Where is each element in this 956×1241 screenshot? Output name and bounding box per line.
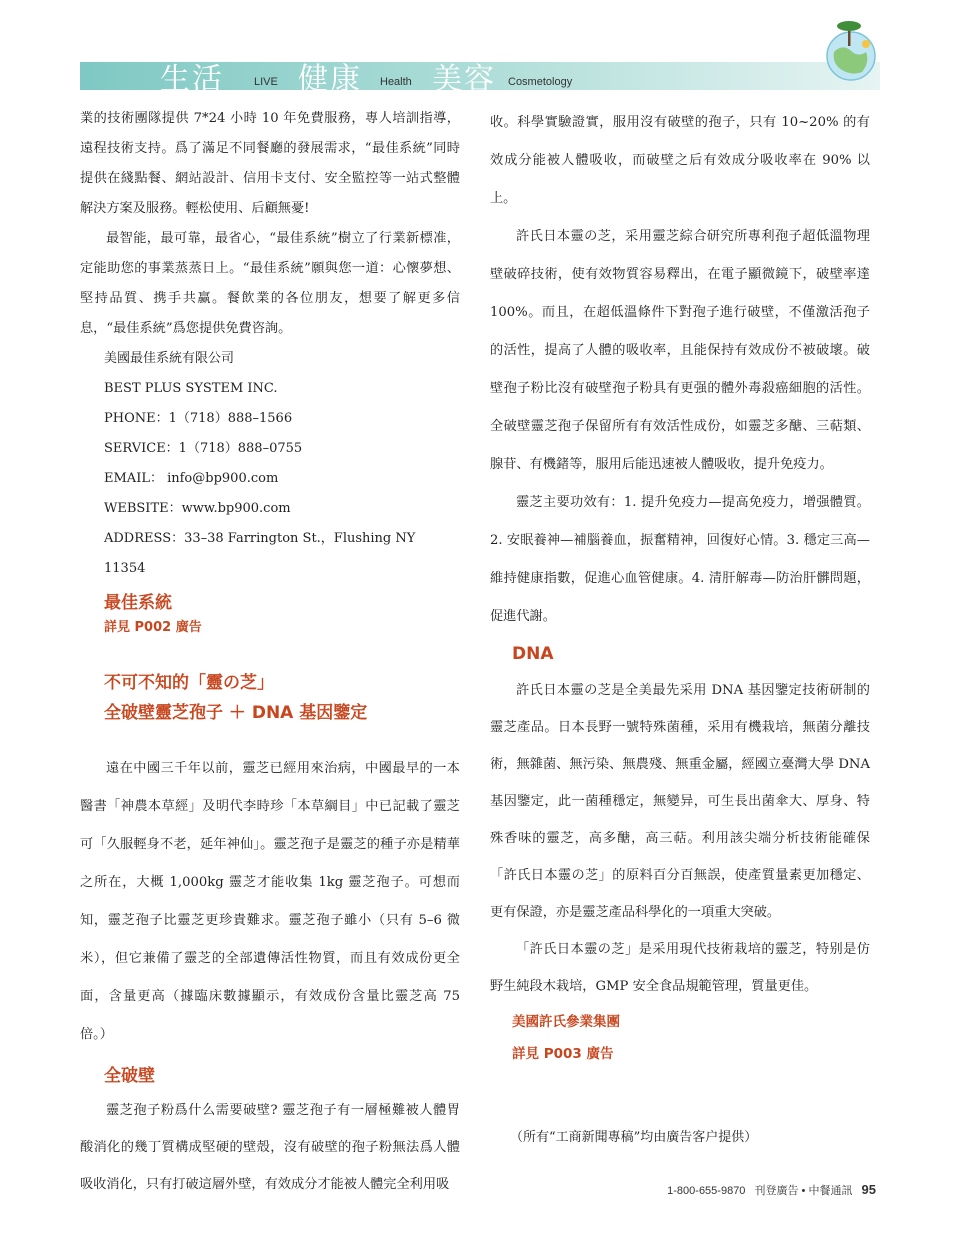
banner-en-cosmetology: Cosmetology [508, 76, 573, 88]
section-banner [80, 62, 880, 97]
intro-paragraph-1: 業的技術團隊提供 7*24 小時 10 年免費服務，專人培訓指導，遠程技術支持。爲了滿足不同餐廳的發展需求，“最佳系統”同時提供在綫點餐、網站設計、信用卡支付、安全監控等一站式整體解決方案及服務。輕松使用、后顧無憂! [80, 111, 460, 216]
right-paragraph-3: 靈芝主要功效有：1. 提升免疫力—提高免疫力，增强體質。2. 安眠養神—補腦養血，振奮精神，回復好心情。3. 穩定三高—維持健康指數，促進心血管健康。4. 清肝解毒—防治肝髒問題，促進代謝。 [490, 495, 870, 624]
article-title-2: 全破壁靈芝孢子 ＋ DNA 基因鑒定 [104, 703, 368, 723]
dna-heading: DNA [512, 644, 554, 664]
contact-website: WEBSITE：www.bp900.com [104, 501, 291, 516]
ad-reference: 詳見 P002 廣告 [104, 620, 202, 635]
globe-icon [818, 14, 884, 84]
right-paragraph-5: 「許氏日本靈の芝」是采用現代技術栽培的靈芝，特别是仿野生純段木栽培，GMP 安全食品規範管理，質量更佳。 [490, 942, 870, 994]
sub-heading: 全破壁 [104, 1066, 155, 1086]
contact-address: ADDRESS：33–38 Farrington St.，Flushing NY 11354 [104, 531, 416, 576]
banner-zh-life: 生活 [160, 62, 224, 97]
banner-en-live: LIVE [254, 76, 278, 88]
footer-text: 刊登廣告 • 中餐通訊 [754, 1185, 853, 1197]
company-name-en: BEST PLUS SYSTEM INC. [104, 381, 278, 396]
contact-email: EMAIL： info@bp900.com [104, 471, 279, 486]
article-body-1: 遠在中國三千年以前，靈芝已經用來治病，中國最早的一本醫書「神農本草經」及明代李時珍「本草綱目」中已記載了靈芝可「久服輕身不老，延年神仙」。靈芝孢子是靈芝的種子亦是精華之所在，大概 1,000kg 靈芝才能收集 1kg 靈芝孢子。可想而知，靈芝孢子比靈芝更珍貴難求。靈芝孢子雖小（只有 5–6 微米），但它兼備了靈芝的全部遺傳活性物質，而且有效成份更全面，含量更高（據臨床數據顯示，有效成份含量比靈芝高 75 倍。） [80, 761, 460, 1042]
banner-zh-beauty: 美容 [432, 62, 496, 97]
contact-phone: PHONE：1（718）888–1566 [104, 411, 293, 426]
company-name-zh: 美國最佳系統有限公司 [104, 351, 235, 366]
intro-paragraph-2: 最智能，最可靠，最省心，“最佳系統”樹立了行業新標准，定能助您的事業蒸蒸日上。“最佳系統”願與您一道：心懷夢想、堅持品質、携手共赢。餐飲業的各位朋友，想要了解更多信息，“最佳系統”爲您提供免費咨詢。 [80, 231, 460, 336]
left-column [80, 104, 460, 1203]
right-paragraph-1: 收。科學實驗證實，服用沒有破壁的孢子，只有 10~20% 的有效成分能被人體吸收，而破壁之后有效成分吸收率在 90% 以上。 [490, 115, 870, 206]
ad-reference-2: 詳見 P003 廣告 [512, 1046, 614, 1062]
article-title-1: 不可不知的「靈の芝」 [104, 673, 274, 693]
right-column [490, 104, 870, 1069]
contact-service: SERVICE：1（718）888–0755 [104, 441, 303, 456]
brand-heading: 最佳系統 [104, 593, 172, 613]
banner-en-health: Health [380, 76, 412, 88]
right-paragraph-2: 許氏日本靈の芝，采用靈芝綜合研究所專利孢子超低溫物理壁破碎技術，使有效物質容易釋出，在電子顯微鏡下，破壁率達 100%。而且，在超低溫條件下對孢子進行破壁，不僅激活孢子的活性，提高了人體的吸收率，且能保持有效成份不被破壞。破壁孢子粉比沒有破壁孢子粉具有更强的體外毒殺癌細胞的活性。全破壁靈芝孢子保留所有有效活性成份，如靈芝多醣、三萜類、腺苷、有機鍺等，服用后能迅速被人體吸收，提升免疫力。 [490, 229, 870, 472]
right-paragraph-4: 許氏日本靈の芝是全美最先采用 DNA 基因鑒定技術研制的靈芝產品。日本長野一號特殊菌種，采用有機栽培，無菌分離技術，無雜菌、無污染、無農殘、無重金屬，經國立臺灣大學 DNA 基因鑒定，此一菌種穩定，無變异，可生長出菌傘大、厚身、特殊香味的靈芝，高多醣，高三萜。利用該尖端分析技術能確保「許氏日本靈の芝」的原料百分百無誤，使產質量素更加穩定、更有保證，亦是靈芝產品科學化的一項重大突破。 [490, 683, 870, 920]
sponsor-note: （所有“工商新聞專稿”均由廣告客户提供） [510, 1130, 758, 1145]
page-footer [667, 1182, 876, 1198]
footer-phone: 1-800-655-9870 [667, 1185, 746, 1197]
brand-heading-2: 美國許氏參業集團 [512, 1014, 620, 1030]
page-number: 95 [861, 1182, 876, 1197]
article-body-2: 靈芝孢子粉爲什么需要破壁? 靈芝孢子有一層極難被人體胃酸消化的幾丁質構成堅硬的壁殻，沒有破壁的孢子粉無法爲人體吸收消化，只有打破這層外壁，有效成分才能被人體完全利用吸 [80, 1103, 460, 1192]
banner-zh-health: 健康 [298, 62, 362, 97]
